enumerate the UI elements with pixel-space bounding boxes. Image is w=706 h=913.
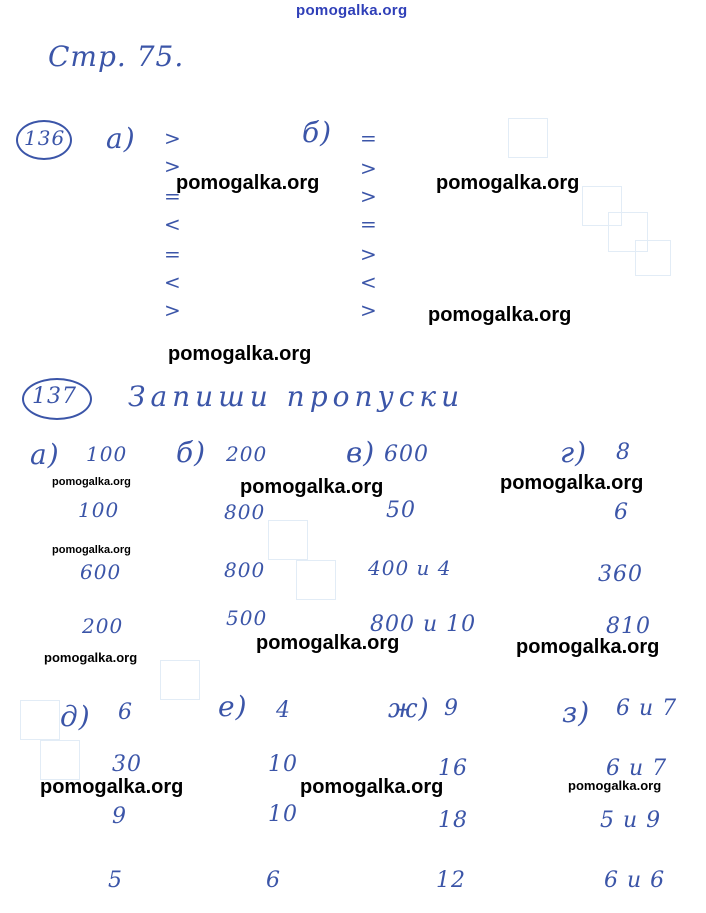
- ex137-e-value: 6: [266, 868, 281, 893]
- header-watermark: pomogalka.org: [296, 2, 408, 19]
- ex136-a-sign: <: [164, 270, 182, 294]
- ex137-z-value: 6 и 6: [604, 868, 666, 893]
- ex136-a-sign: =: [164, 242, 182, 266]
- ex137-a-value: 100: [78, 498, 120, 522]
- ex136-a-sign: <: [164, 212, 182, 236]
- grid-square: [20, 700, 60, 740]
- ex136-b-sign: =: [360, 212, 378, 236]
- ex137-zh-value: 16: [438, 756, 468, 781]
- ex137-zh-value: 18: [438, 808, 468, 833]
- ex137-zh-label: ж): [388, 694, 430, 724]
- ex136-b-sign: >: [360, 242, 378, 266]
- exercise-136-number: 136: [24, 126, 66, 150]
- ex137-zh-value: 9: [444, 696, 459, 721]
- ex137-v-value: 600: [384, 442, 429, 467]
- watermark: pomogalka.org: [500, 472, 644, 494]
- ex137-v-label: в): [346, 436, 376, 469]
- watermark: pomogalka.org: [44, 650, 138, 665]
- page-ref: Стр. 75.: [48, 40, 185, 73]
- grid-square: [635, 240, 671, 276]
- watermark: pomogalka.org: [428, 304, 572, 326]
- watermark: pomogalka.org: [516, 636, 660, 658]
- ex137-b-value: 200: [226, 442, 268, 466]
- watermark: pomogalka.org: [40, 776, 184, 798]
- watermark: pomogalka.org: [176, 172, 320, 194]
- ex136-a-sign: >: [164, 126, 182, 150]
- ex137-a-label: а): [30, 438, 60, 471]
- ex136-b-sign: >: [360, 298, 378, 322]
- ex137-b-value: 500: [226, 606, 268, 630]
- grid-square: [268, 520, 308, 560]
- ex137-a-value: 100: [86, 442, 128, 466]
- ex137-e-value: 4: [276, 698, 291, 723]
- ex137-e-label: е): [218, 690, 248, 723]
- ex137-g-value: 8: [616, 440, 631, 465]
- grid-square: [296, 560, 336, 600]
- exercise-137-title: Запиши пропуски: [128, 380, 465, 413]
- ex137-g-value: 810: [606, 614, 651, 639]
- ex137-d-label: д): [60, 700, 91, 733]
- ex136-a-label: а): [106, 122, 136, 155]
- ex137-g-value: 360: [598, 562, 643, 587]
- ex137-e-value: 10: [268, 802, 298, 827]
- watermark: pomogalka.org: [300, 776, 444, 798]
- ex137-g-label: г): [560, 436, 588, 469]
- grid-square: [40, 740, 80, 780]
- ex136-b-sign: >: [360, 184, 378, 208]
- ex137-z-label: з): [562, 696, 591, 729]
- ex137-d-value: 9: [112, 804, 127, 829]
- watermark: pomogalka.org: [436, 172, 580, 194]
- ex137-e-value: 10: [268, 752, 298, 777]
- ex136-a-sign: =: [164, 184, 182, 208]
- watermark: pomogalka.org: [568, 778, 662, 793]
- watermark: pomogalka.org: [256, 632, 400, 654]
- ex136-b-sign: <: [360, 270, 378, 294]
- watermark: pomogalka.org: [52, 476, 131, 488]
- ex137-b-label: б): [176, 436, 207, 469]
- watermark: pomogalka.org: [168, 343, 312, 365]
- grid-square: [160, 660, 200, 700]
- ex136-a-sign: >: [164, 298, 182, 322]
- ex136-a-sign: >: [164, 154, 182, 178]
- ex137-d-value: 5: [108, 868, 123, 893]
- ex136-b-sign: >: [360, 156, 378, 180]
- ex136-b-label: б): [302, 116, 333, 149]
- ex137-z-value: 5 и 9: [600, 808, 662, 833]
- ex137-d-value: 30: [112, 752, 142, 777]
- ex137-zh-value: 12: [436, 868, 466, 893]
- ex137-v-value: 400 и 4: [368, 556, 452, 580]
- ex137-z-value: 6 и 7: [606, 756, 668, 781]
- ex137-d-value: 6: [118, 700, 133, 725]
- ex137-b-value: 800: [224, 558, 266, 582]
- ex137-a-value: 200: [82, 614, 124, 638]
- exercise-137-number: 137: [32, 384, 77, 409]
- ex137-v-value: 50: [386, 498, 416, 523]
- ex137-z-value: 6 и 7: [616, 696, 678, 721]
- ex137-a-value: 600: [80, 560, 122, 584]
- ex137-g-value: 6: [614, 500, 629, 525]
- grid-square: [508, 118, 548, 158]
- ex136-b-sign: =: [360, 126, 378, 150]
- ex137-v-value: 800 и 10: [370, 612, 477, 637]
- watermark: pomogalka.org: [52, 544, 131, 556]
- ex137-b-value: 800: [224, 500, 266, 524]
- watermark: pomogalka.org: [240, 476, 384, 498]
